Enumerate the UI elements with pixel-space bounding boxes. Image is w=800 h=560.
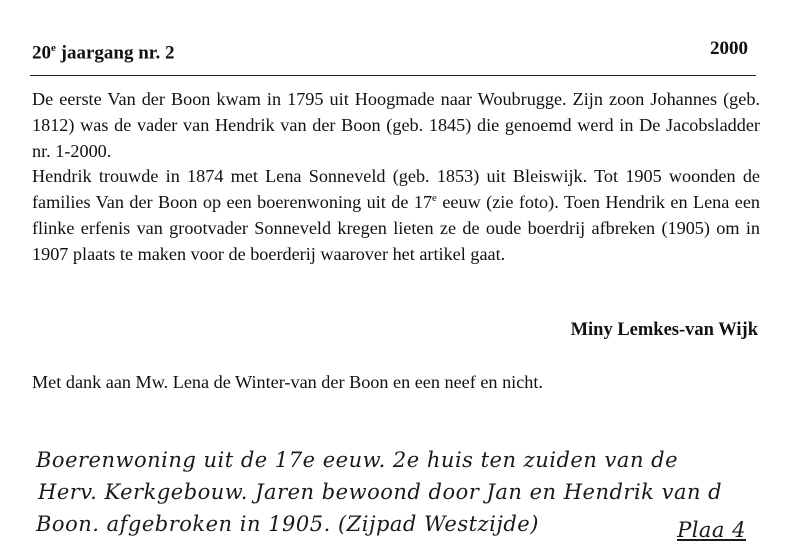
author-signature: Miny Lemkes-van Wijk [570, 320, 758, 340]
page-header [32, 36, 748, 76]
paragraph-2: Hendrik trouwde in 1874 met Lena Sonneveld (geb. 1853) uit Bleiswijk. Tot 1905 woonden de families Van der Boon op een boerenwoning uit de 17e eeuw (zie foto). Toen Hendrik en Lena een flinke erfenis van grootvader Sonneveld kregen lieten ze de oude boerdrij afbreken (1905) om in 1907 plaats te maken voor de boerderij waarover het artikel gaat. [32, 166, 760, 264]
year-label: 2000 [710, 38, 748, 59]
article-body [32, 87, 760, 268]
handwritten-line-2: Herv. Kerkgebouw. Jaren bewoond door Jan en Hendrik van d [38, 480, 723, 504]
acknowledgement: Met dank aan Mw. Lena de Winter-van der Boon en een neef en nicht. [32, 372, 543, 392]
plate-number: Plaa 4 [677, 518, 746, 542]
paragraph-1: De eerste Van der Boon kwam in 1795 uit Hoogmade naar Woubrugge. Zijn zoon Johannes (geb. 1812) was de vader van Hendrik van der Boon (geb. 1845) die genoemd werd in De Jacobsladder nr. 1-2000. [32, 89, 760, 161]
handwritten-line-1: Boerenwoning uit de 17e eeuw. 2e huis ten zuiden van de [36, 448, 679, 472]
header-divider [30, 75, 756, 76]
handwritten-caption [36, 444, 776, 554]
handwritten-line-3: Boon. afgebroken in 1905. (Zijpad Westzijde) [36, 512, 539, 536]
volume-label: 20e jaargang nr. 2 [32, 42, 175, 64]
